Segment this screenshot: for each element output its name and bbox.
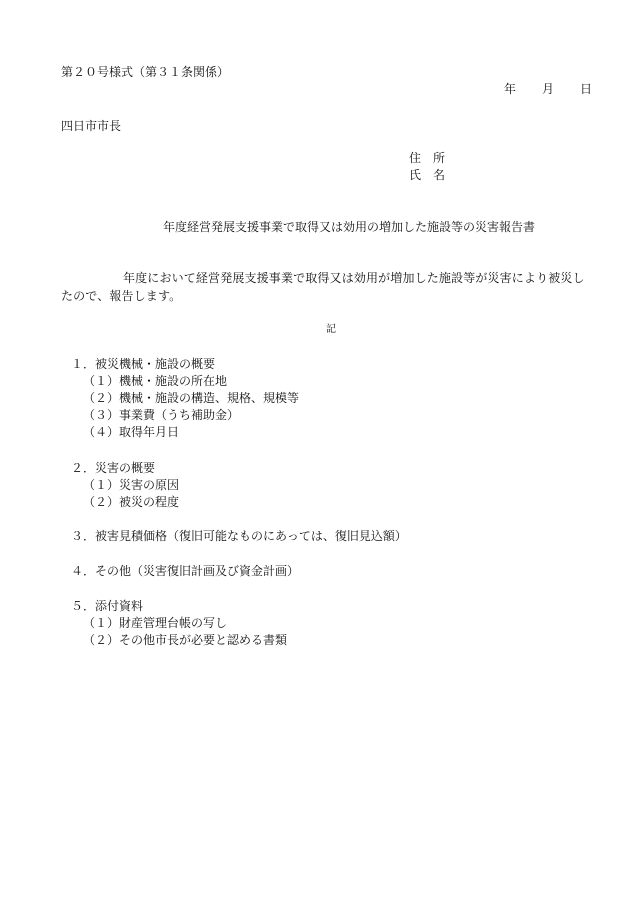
section-item: （３）事業費（うち補助金） (83, 408, 240, 422)
section-heading: １．被災機械・施設の概要 (71, 357, 216, 371)
section-item: （１）災害の原因 (83, 478, 180, 492)
ki-mark: 記 (326, 324, 336, 335)
addressee: 四日市市長 (61, 119, 122, 133)
section-item: （２）機械・施設の構造、規格、規模等 (83, 391, 300, 405)
applicant-address-label: 住 所 (409, 151, 446, 165)
section-item: （１）機械・施設の所在地 (83, 374, 228, 388)
date-month-label: 月 (542, 82, 555, 96)
section-item: （２）被災の程度 (83, 495, 180, 509)
document-title: 年度経営発展支援事業で取得又は効用の増加した施設等の災害報告書 (163, 220, 536, 234)
section-item: （４）取得年月日 (83, 425, 180, 439)
section-5 (71, 598, 287, 649)
section-heading: ３．被害見積価格（復旧可能なものにあっては、復旧見込額） (71, 529, 407, 543)
date-line (504, 81, 592, 97)
section-4 (71, 563, 299, 580)
section-3 (71, 528, 407, 545)
body-text: 年度において経営発展支援事業で取得又は効用が増加した施設等が災害により被災したので、報告します。 (61, 271, 585, 303)
applicant-name-label: 氏 名 (409, 168, 446, 182)
section-heading: ４．その他（災害復旧計画及び資金計画） (71, 564, 300, 578)
section-item: （２）その他市長が必要と認める書類 (83, 633, 288, 647)
date-year-label: 年 (504, 82, 517, 96)
section-2 (71, 460, 179, 511)
section-heading: ２．災害の概要 (71, 461, 156, 475)
date-day-label: 日 (580, 82, 593, 96)
section-1 (71, 356, 299, 441)
section-item: （１）財産管理台帳の写し (83, 616, 228, 630)
section-heading: ５．添付資料 (71, 599, 144, 613)
form-number: 第２０号様式（第３１条関係） (61, 65, 230, 79)
